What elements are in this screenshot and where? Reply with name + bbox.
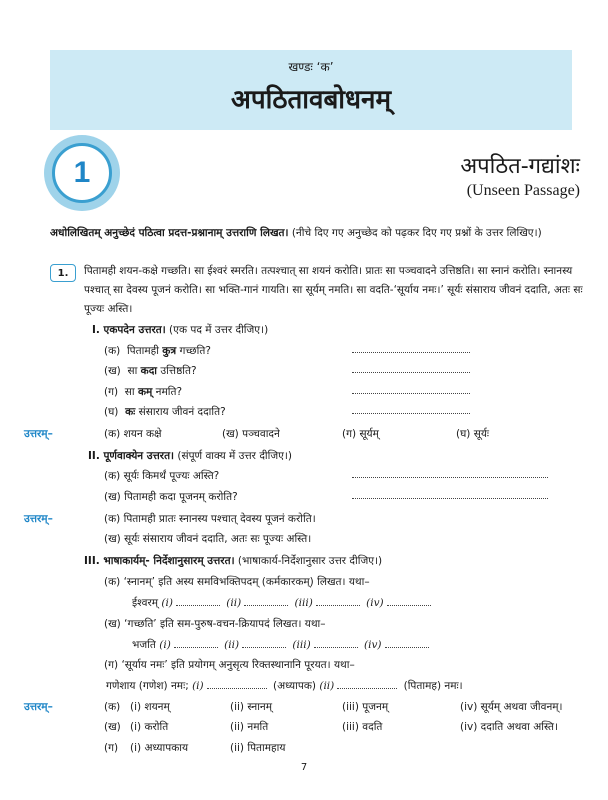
part3-answer: (ii) स्नानम् (230, 701, 273, 713)
part3-answer: (i) करोति (130, 721, 169, 733)
part1-answer: (क) शयन कक्षे (104, 428, 162, 440)
instruction (50, 224, 588, 243)
part3-kh-text: (ख) ‘गच्छति’ इति सम-पुरुष-वचन-क्रियापदं लिखत। यथा– (104, 618, 326, 630)
part1-question: (क) पितामही कुत्र गच्छति? (104, 345, 211, 357)
part3-answer: (ग) (104, 742, 119, 754)
part3-answer: (iii) वदति (342, 721, 383, 733)
answer-blank (352, 393, 470, 394)
chapter-number-badge (44, 135, 120, 211)
part1-heading: I. एकपदेन उत्तरत। (एक पद में उत्तर दीजिए।) (92, 324, 269, 336)
part2-answer: (क) पितामही प्रातः स्नानस्य पश्चात् देवस्य पूजनं करोति। (104, 513, 316, 525)
page-number: 7 (300, 762, 308, 773)
answer-blank (352, 352, 470, 353)
part2-heading: II. पूर्णवाक्येन उत्तरत। (संपूर्ण वाक्य में उत्तर दीजिए।) (88, 450, 293, 462)
section-banner (50, 50, 572, 130)
part3-k-text: (क) ‘स्नानम्’ इति अस्य समविभक्तिपदम् (कर्मकारकम्) लिखत। यथा– (104, 576, 370, 588)
question-number: 1. (50, 264, 76, 282)
answer-tag: उत्तरम्– (24, 428, 53, 440)
chapter-title: अपठित-गद्यांशः (460, 154, 580, 179)
passage: पितामही शयन-कक्षे गच्छति। सा ईश्वरं स्मरति। तत्पश्चात् सा शयनं करोति। प्रातः सा पञ्चवादने उत्तिष्ठति। सा स्नानं करोति। स्नानस्य पश्चात् सा देवस्य पूजनं करोति। सा भक्ति-गानं गायति। सा सूर्यम् नमति। सा वदति-‘सूर्याय नमः।’ सूर्यः संसाराय जीवनं ददाति, अतः सः पूज्यः अस्ति। (84, 265, 583, 315)
part3-answer: (ii) पितामहाय (230, 742, 286, 754)
part1-question: (ग) सा कम् नमति? (104, 386, 183, 398)
instruction-sanskrit: अधोलिखितम् अनुच्छेदं पठित्वा प्रदत्त-प्रश्नानाम् उत्तराणि लिखत। (50, 227, 289, 239)
part3-answer: (ii) नमति (230, 721, 269, 733)
part3-g-text: (ग) ‘सूर्याय नमः’ इति प्रयोगम् अनुसृत्य रिक्तस्थानानि पूरयत। यथा– (104, 659, 355, 671)
part3-answer: (iv) ददाति अथवा अस्ति। (460, 721, 558, 733)
part3-answer: (क) (104, 701, 121, 713)
part3-answer: (iii) पूजनम् (342, 701, 389, 713)
part3-answer: (i) अध्यापकाय (130, 742, 189, 754)
part3-g-blanks: गणेशाय (गणेश) नमः; (i) (अध्यापक) (ii) (पितामह) नमः। (106, 680, 463, 692)
part2-answer: (ख) सूर्यः संसाराय जीवनं ददाति, अतः सः पूज्यः अस्ति। (104, 533, 312, 545)
part3-answer: (iv) सूर्यम् अथवा जीवनम्। (460, 701, 563, 713)
part1-answer: (घ) सूर्यः (456, 428, 490, 440)
part3-k-blanks: ईश्वरम् (i) (ii) (iii) (iv) (132, 596, 434, 610)
chapter-subtitle: (Unseen Passage) (466, 182, 580, 199)
answer-tag: उत्तरम्– (24, 513, 53, 525)
answer-blank (352, 477, 548, 478)
answer-blank (352, 372, 470, 373)
part3-answer: (i) शयनम् (130, 701, 170, 713)
part1-answer: (ग) सूर्यम् (342, 428, 379, 440)
answer-tag: उत्तरम्– (24, 701, 53, 713)
section-label: खण्डः ‘क’ (288, 60, 334, 74)
part3-kh-blanks: भजति (i) (ii) (iii) (iv) (132, 638, 432, 652)
answer-blank (352, 498, 548, 499)
answer-blank (352, 413, 470, 414)
part1-question: (ख) सा कदा उत्तिष्ठति? (104, 365, 197, 377)
instruction-hindi: (नीचे दिए गए अनुच्छेद को पढ़कर दिए गए प्रश्नों के उत्तर लिखिए।) (288, 227, 542, 239)
part1-answer: (ख) पञ्चवादने (222, 428, 280, 440)
part1-question: (घ) कः संसाराय जीवनं ददाति? (104, 406, 226, 418)
part3-answer: (ख) (104, 721, 121, 733)
chapter-number: 1 (52, 143, 112, 203)
section-title: अपठितावबोधनम् (230, 85, 392, 115)
part3-heading: III. भाषाकार्यम्- निर्देशानुसारम् उत्तरत। (भाषाकार्य-निर्देशानुसार उत्तर दीजिए।) (84, 555, 383, 567)
part2-question: (ख) पितामही कदा पूजनम् करोति? (104, 491, 238, 503)
part2-question: (क) सूर्यः किमर्थं पूज्यः अस्ति? (104, 470, 220, 482)
